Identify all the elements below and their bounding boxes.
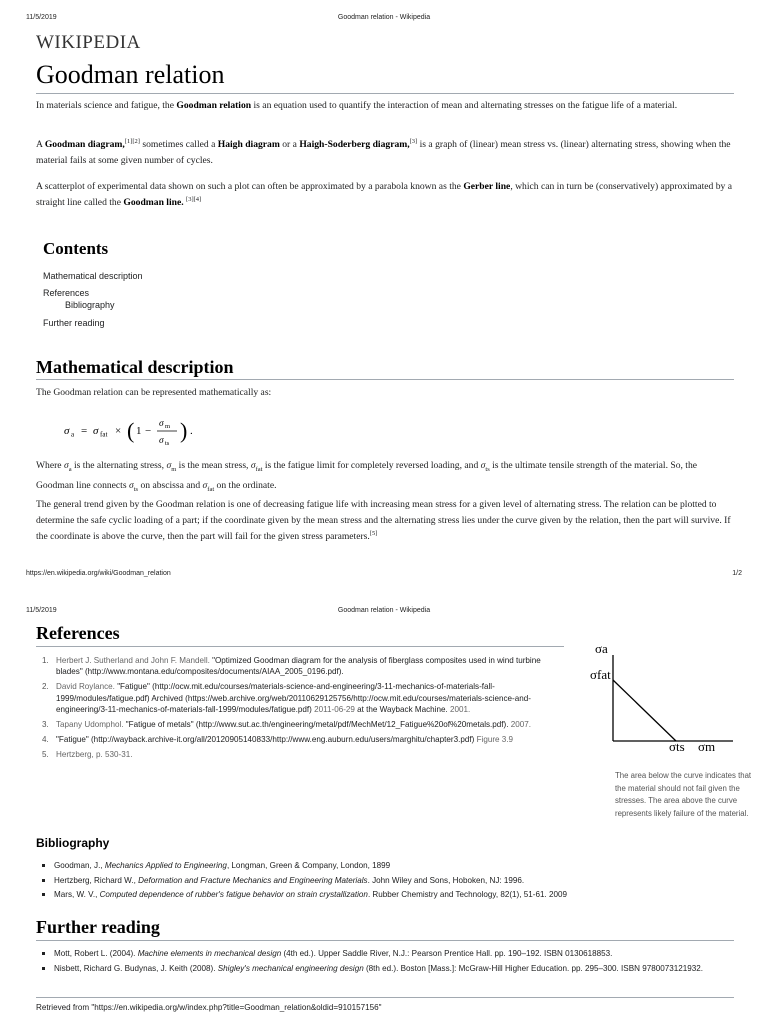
reference-number: 5. [42,749,49,759]
formula-times: × [115,425,122,437]
section-heading-further-reading: Further reading [36,917,160,937]
section-heading-mathematical-description: Mathematical description [36,357,234,377]
axis-label-sigma-fat: σfat [590,667,611,682]
table-of-contents [36,231,176,337]
goodman-diagram[interactable] [583,635,759,765]
further-reading-item: Nisbett, Richard G. Budynas, J. Keith (2008). Shigley's mechanical engineering design (8th ed.). Boston [Mass.]: McGraw-Hill Higher Education. pp. 295–300. ISBN 9780073121932. [42,963,742,975]
intro-paragraph-1: In materials science and fatigue, the Goodman relation is an equation used to quantify the interaction of mean and alternating stresses on the fatigue life of a material. [36,100,678,111]
formula-left-paren: ( [127,418,135,443]
reference-number: 1. [42,656,49,665]
citation-ref[interactable]: [3][4] [186,196,202,203]
further-reading-list [42,948,742,977]
formula-period: . [190,425,193,437]
math-symbol: $\sigma_{ts}$ [480,460,490,473]
goodman-formula [64,413,224,453]
print-date: 11/5/2019 [26,607,57,614]
toc-item-mathematical-description[interactable]: Mathematical description [43,271,143,281]
reference-item [42,655,562,678]
goodman-diagram-figure [583,635,759,845]
math-symbol: $\sigma_{fat}$ [250,460,263,473]
figure-caption: The area below the curve indicates that the material should not fail given the stresses. The area above the curve represents likely failure of the material. [615,771,752,818]
intro-paragraph-2: A Goodman diagram,[1][2] sometimes called a Haigh diagram or a Haigh-Soderberg diagram,[3] is a graph of (linear) mean stress vs. (linear) alternating stress, showing when the material fails at some given number of cycles. [36,138,731,166]
reference-item [42,749,562,760]
section-heading-bibliography: Bibliography [36,836,110,850]
formula-num-sigma: σ [159,419,164,429]
math-symbol: $\sigma_m$ [166,460,177,473]
axis-label-sigma-ts: σts [669,739,685,754]
print-title: Goodman relation - Wikipedia [337,14,431,21]
axis-label-sigma-m: σm [698,739,716,754]
retrieved-from-link[interactable]: Retrieved from "https://en.wikipedia.org/w/index.php?title=Goodman_relation&oldid=910157156" [36,1003,382,1012]
bibliography-item: Goodman, J., Mechanics Applied to Engineering, Longman, Green & Company, London, 1899 [42,860,742,872]
reference-text: "Fatigue" (http://wayback.archive-it.org/all/20120905140833/http://www.eng.auburn.edu/users/marghitu/chapter3.pdf) Figure 3.9 [56,734,514,744]
reference-item [42,681,562,715]
reference-text: Hertzberg, p. 530-31. [56,749,133,759]
formula-minus: − [145,425,152,437]
citation-ref[interactable]: [3] [409,138,418,145]
toc-item-bibliography[interactable]: Bibliography [65,300,115,310]
formula-sigma-a: σ [64,425,70,437]
formula-sub-fat: fat [100,430,108,439]
reference-number: 2. [42,682,49,692]
page-title: Goodman relation [36,60,225,89]
wikipedia-wordmark[interactable]: WIKIPEDIA [36,32,141,53]
reference-item [42,719,562,730]
further-reading-item: Mott, Robert L. (2004). Machine elements in mechanical design (4th ed.). Upper Saddle River, N.J.: Pearson Prentice Hall. pp. 190–192. ISBN 0130618853. [42,948,742,960]
section-heading-references: References [36,623,120,643]
section-divider [36,940,734,941]
reference-text: Tapany Udomphol. "Fatigue of metals" (http://www.sut.ac.th/engineering/metal/pdf/MechMet/12_Fatigue%20of%20metals.pdf). 2007. [56,720,532,730]
footer-divider [36,997,734,998]
formula-one: 1 [136,425,142,437]
print-title: Goodman relation - Wikipedia [337,607,431,614]
math-lead: The Goodman relation can be represented mathematically as: [36,387,272,398]
axis-label-sigma-a: σa [595,641,608,656]
reference-number: 3. [42,720,49,730]
formula-num-sub-m: m [165,423,171,430]
section-divider [36,646,564,647]
where-paragraph: Where $\sigma_a$ is the alternating stress, $\sigma_m$ is the mean stress, $\sigma_{fat}$ is the fatigue limit for completely reversed loading, and $\sigma_{ts}$ is the ultimate tensile strength of the material. So, the Goodman line connects $\sigma_{ts}$ on abscissa and $\sigma_{fat}$ on the ordinate. [36,460,698,493]
bibliography-item: Hertzberg, Richard W., Deformation and Fracture Mechanics and Engineering Materials. John Wiley and Sons, Hoboken, NJ: 1996. [42,875,742,887]
reference-text: David Roylance. "Fatigue" (http://ocw.mit.edu/courses/materials-science-and-engineering/3-11-mechanics-of-materials-fall-1999/modules/fatigue.pdf) Archived (https://web.archive.org/web/20110629125756/http://ocw.mit.edu/courses/materials-science-and-engineering/3-11-mechanics-of-materials-fall-1999/modules/fatigue.pdf) 2011-06-29 at the Wayback Machine. 2001. [56,682,531,715]
toc-heading: Contents [43,239,109,258]
title-divider [36,93,734,94]
formula-sigma-fat: σ [93,425,99,437]
reference-item [42,734,562,745]
formula-right-paren: ) [180,418,188,443]
formula-den-sigma: σ [159,436,164,446]
section-divider [36,379,734,380]
intro-paragraph-3: A scatterplot of experimental data shown on such a plot can often be approximated by a parabola known as the Gerber line, which can in turn be (conservatively) approximated by a straight line called the Goodman line. [3][4] [36,181,732,208]
citation-ref[interactable]: [5] [369,530,378,537]
formula-equals: = [81,425,88,437]
citation-ref[interactable]: [1][2] [124,138,140,145]
formula-sub-a: a [71,430,75,439]
formula-den-sub-ts: ts [165,440,170,447]
print-date: 11/5/2019 [26,14,57,21]
toc-item-further-reading[interactable]: Further reading [43,318,105,328]
reference-number: 4. [42,734,49,744]
reference-text: Herbert J. Sutherland and John F. Mandell. "Optimized Goodman diagram for the analysis of fiberglass composites used in wind turbine blades" (http://www.montana.edu/composites/documents/AIAA_2005_0196.pdf). [56,656,541,677]
toc-item-references[interactable]: References [43,288,90,298]
bibliography-list [42,860,742,904]
math-symbol: $\sigma_{ts}$ [128,479,139,493]
print-page-number: 1/2 [732,570,742,577]
math-symbol: $\sigma_a$ [63,460,72,473]
bibliography-item: Mars, W. V., Computed dependence of rubber's fatigue behavior on strain crystallization. Rubber Chemistry and Technology, 82(1), 51-61. 2009 [42,889,742,901]
print-footer-url: https://en.wikipedia.org/wiki/Goodman_relation [26,570,171,577]
math-symbol: $\sigma_{fat}$ [202,479,215,493]
trend-paragraph: The general trend given by the Goodman relation is one of decreasing fatigue life with increasing mean stress for a given level of alternating stress. The relation can be plotted to determine the safe cyclic loading of a part; if the coordinate given by the mean stress and the alternating stress lies under the curve given by the relation, then the part will survive. If the coordinate is above the curve, then the part will fail for the given stress parameters.[5] [36,499,731,542]
references-list [42,655,562,764]
